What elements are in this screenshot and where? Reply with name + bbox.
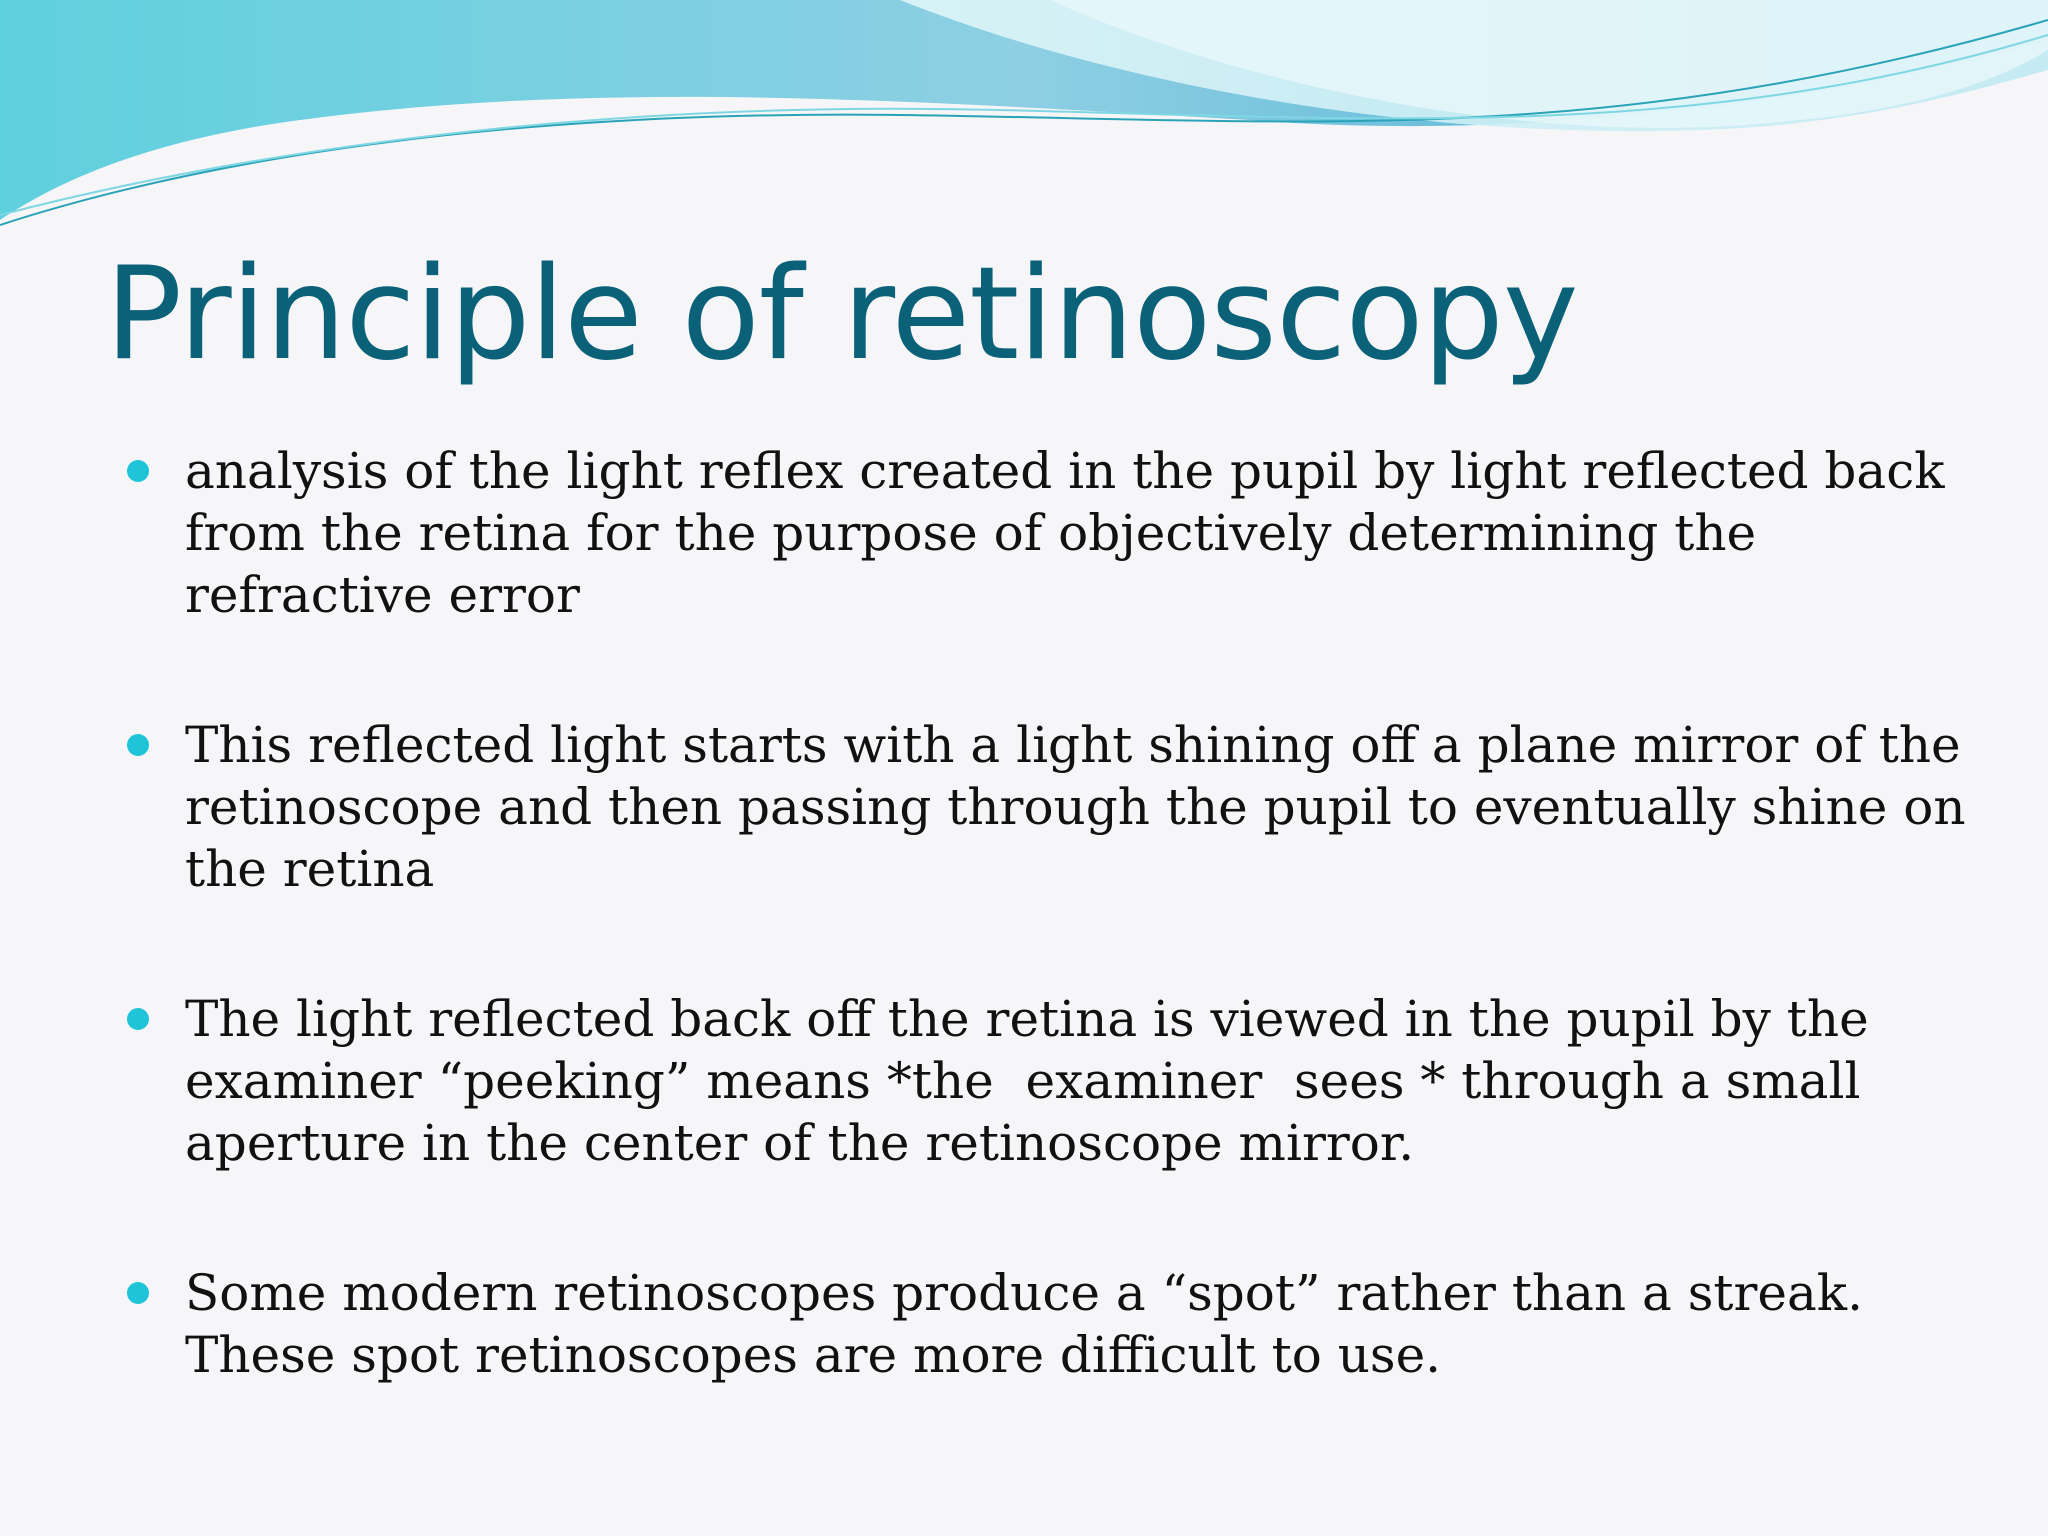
- list-item: [185, 440, 1985, 626]
- bullet-text: analysis of the light reflex created in the pupil by light reflected back from the retina for the purpose of objectively determining the refractive error: [185, 442, 1961, 624]
- bullet-dot-icon: [127, 460, 149, 482]
- list-item: [185, 714, 1985, 900]
- header-wave-decoration: [0, 0, 2048, 260]
- page-title: Principle of retinoscopy: [105, 240, 1578, 389]
- list-item: [185, 988, 1985, 1174]
- bullet-dot-icon: [127, 734, 149, 756]
- bullet-text: The light reflected back off the retina is viewed in the pupil by the examiner “peeking” means *the examiner sees * through a small aperture in the center of the retinoscope mirror.: [185, 990, 1885, 1172]
- list-item: [185, 1262, 1985, 1386]
- bullet-text: Some modern retinoscopes produce a “spot” rather than a streak. These spot retinoscopes are more difficult to use.: [185, 1264, 1879, 1384]
- bullet-list: [185, 440, 1985, 1386]
- bullet-text: This reflected light starts with a light shining off a plane mirror of the retinoscope and then passing through the pupil to eventually shine on the retina: [185, 716, 1982, 898]
- bullet-dot-icon: [127, 1008, 149, 1030]
- bullet-dot-icon: [127, 1282, 149, 1304]
